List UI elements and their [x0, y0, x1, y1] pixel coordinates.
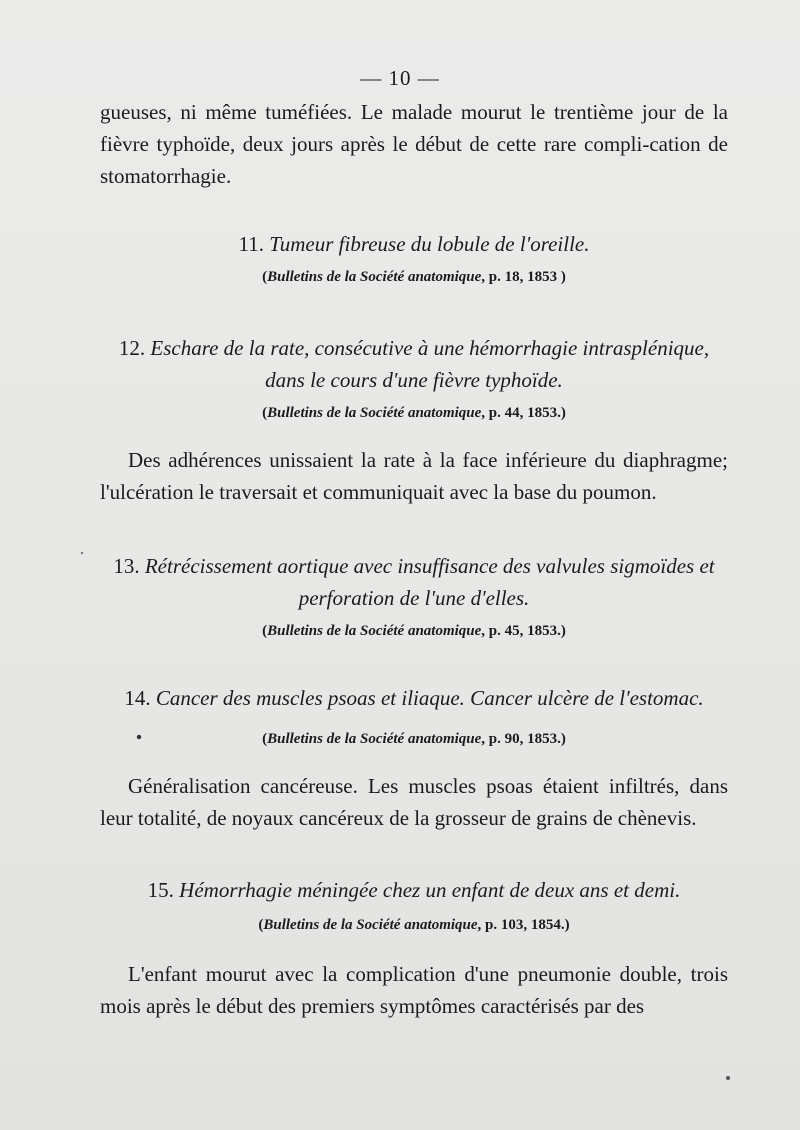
section-title: Rétrécissement aortique avec insuffisance des valvules sigmoïdes et perforation de l'une d'elles. [144, 554, 715, 610]
journal-name: Bulletins de la Société anatomique [263, 917, 478, 933]
bulletin-reference: (Bulletins de la Société anatomique, p. 44, 1853.) [262, 405, 566, 421]
section-14 [100, 682, 728, 834]
section-title: Tumeur fibreuse du lobule de l'oreille. [269, 232, 590, 256]
section-number: 11. [238, 232, 264, 256]
section-title: Cancer des muscles psoas et iliaque. Cancer ulcère de l'estomac. [155, 686, 704, 710]
section-number: 13. [113, 554, 140, 578]
section-title: Eschare de la rate, consécutive à une hémorrhagie intrasplénique, dans le cours d'une fièvre typhoïde. [150, 336, 710, 392]
section-number: 12. [118, 336, 146, 360]
section-heading [100, 550, 728, 614]
section-12 [100, 332, 728, 508]
page-number: — 10 — [360, 66, 440, 90]
section-13 [100, 550, 728, 642]
section-title: Hémorrhagie méningée chez un enfant de deux ans et demi. [179, 878, 681, 902]
section-heading [100, 682, 728, 714]
journal-name: Bulletins de la Société anatomique [267, 405, 482, 421]
section-body: L'enfant mourut avec la complication d'une pneumonie double, trois mois après le début des premiers symptômes caractérisés par des [100, 962, 728, 1018]
section-15 [100, 874, 728, 1022]
section-11 [100, 228, 728, 288]
journal-name: Bulletins de la Société anatomique [267, 731, 482, 747]
section-body: Des adhérences unissaient la rate à la face inférieure du diaphragme; l'ulcération le traversait et communiquait avec la base du poumon. [100, 448, 728, 504]
section-heading [100, 228, 728, 260]
section-heading [100, 332, 728, 396]
bulletin-reference: (Bulletins de la Société anatomique, p. 90, 1853.) [262, 731, 566, 747]
section-heading [100, 874, 728, 906]
section-body: Généralisation cancéreuse. Les muscles psoas étaient infiltrés, dans leur totalité, de noyaux cancéreux de la grosseur de grains de chènevis. [100, 774, 728, 830]
section-number: 14. [124, 686, 151, 710]
section-number: 15. [147, 878, 174, 902]
intro-block [100, 96, 728, 192]
journal-name: Bulletins de la Société anatomique [267, 623, 482, 639]
bulletin-reference: (Bulletins de la Société anatomique, p. 45, 1853.) [262, 623, 566, 639]
intro-paragraph: gueuses, ni même tuméfiées. Le malade mourut le trentième jour de la fièvre typhoïde, deux jours après le début de cette rare compli-cation de stomatorrhagie. [100, 100, 728, 188]
bulletin-reference: (Bulletins de la Société anatomique, p. 18, 1853 ) [262, 269, 566, 285]
bulletin-reference: (Bulletins de la Société anatomique, p. 103, 1854.) [258, 917, 570, 933]
journal-name: Bulletins de la Société anatomique [267, 269, 482, 285]
